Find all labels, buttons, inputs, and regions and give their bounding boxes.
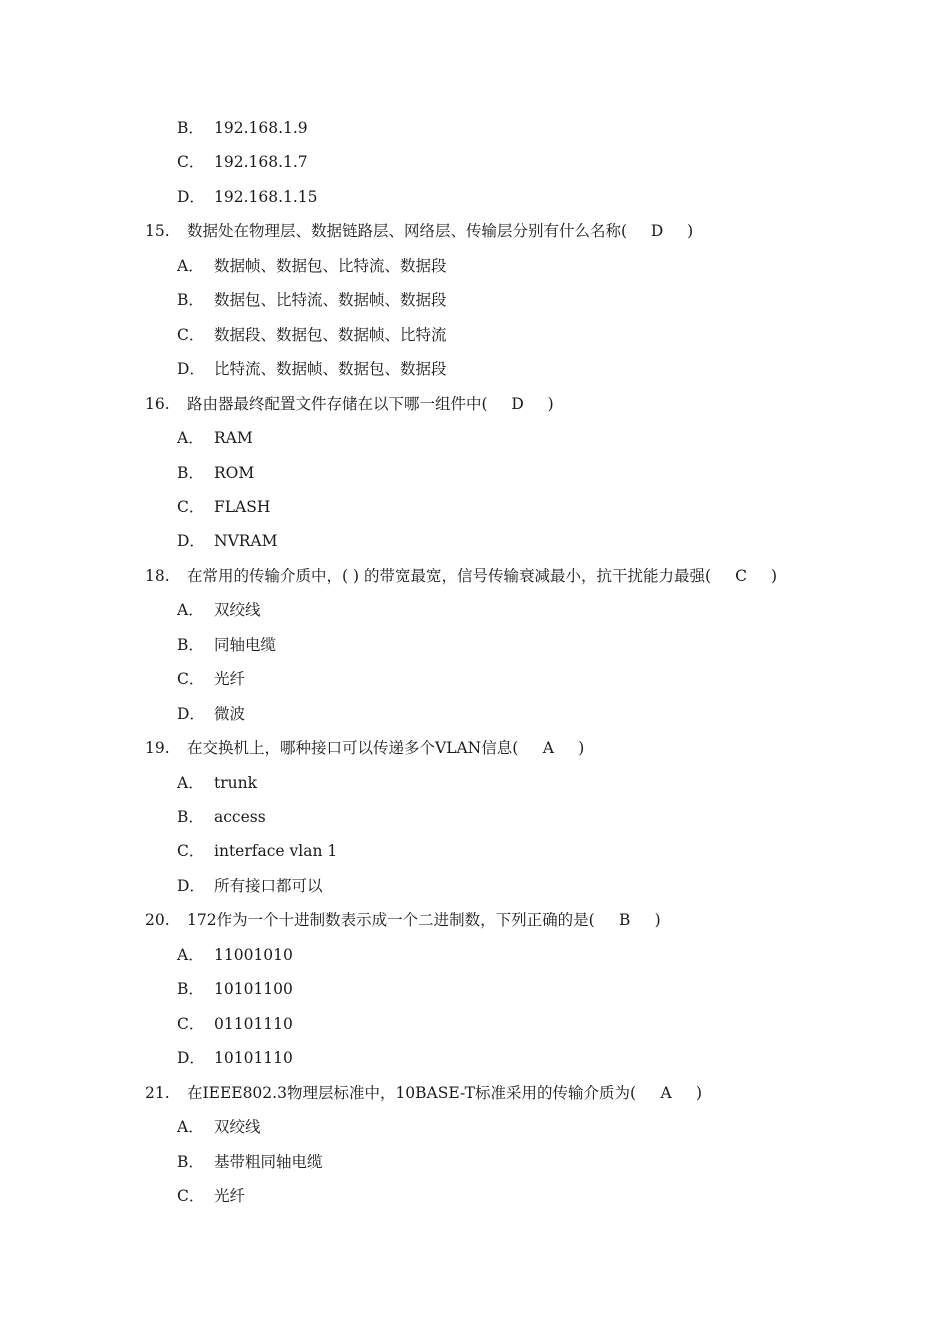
- option-label: D．: [177, 532, 205, 551]
- question-close-paren: ): [696, 1083, 703, 1102]
- option-text: 双绞线: [214, 601, 261, 620]
- option-label: C．: [177, 1014, 205, 1033]
- option-line: [177, 834, 337, 869]
- option-line: [177, 869, 323, 904]
- question-answer: B: [618, 911, 631, 930]
- option-label: A．: [177, 429, 204, 448]
- option-text: ROM: [214, 463, 255, 482]
- option-text: 微波: [214, 704, 246, 723]
- question-answer: D: [511, 394, 524, 413]
- option-label: B．: [177, 291, 204, 310]
- option-line: [177, 180, 318, 215]
- question-text: 数据处在物理层、数据链路层、网络层、传输层分别有什么名称(: [187, 222, 628, 241]
- option-label: B．: [177, 1152, 204, 1171]
- option-line: [177, 800, 266, 835]
- option-line: [177, 352, 447, 387]
- question-text: 在IEEE802.3物理层标准中，10BASE-T标准采用的传输介质为(: [187, 1083, 637, 1102]
- option-label: C．: [177, 670, 205, 689]
- question-text: 路由器最终配置文件存储在以下哪一组件中(: [187, 394, 488, 413]
- option-label: C．: [177, 325, 205, 344]
- question-close-paren: ): [654, 911, 661, 930]
- question-line: [145, 214, 693, 249]
- option-text: 192.168.1.7: [214, 153, 308, 172]
- option-label: C．: [177, 1186, 205, 1205]
- question-number: 18.: [145, 566, 170, 585]
- option-label: C．: [177, 842, 205, 861]
- option-line: [177, 1145, 323, 1180]
- option-line: [177, 524, 278, 559]
- option-line: [177, 972, 293, 1007]
- option-label: A．: [177, 773, 204, 792]
- option-line: [177, 1179, 245, 1214]
- option-text: FLASH: [214, 497, 271, 516]
- question-line: [145, 387, 554, 422]
- option-line: [177, 938, 293, 973]
- option-label: A．: [177, 1118, 204, 1137]
- question-line: [145, 731, 584, 766]
- option-text: 192.168.1.9: [214, 119, 308, 137]
- option-text: 基带粗同轴电缆: [214, 1152, 323, 1171]
- option-line: [177, 1041, 293, 1076]
- question-close-paren: ): [687, 222, 694, 241]
- option-text: interface vlan 1: [214, 842, 338, 861]
- question-answer: D: [650, 222, 664, 241]
- option-line: [177, 628, 276, 663]
- option-label: C．: [177, 153, 205, 172]
- option-label: B．: [177, 463, 204, 482]
- option-text: NVRAM: [214, 532, 278, 551]
- option-line: [177, 421, 253, 456]
- question-close-paren: ): [578, 739, 585, 758]
- option-label: A．: [177, 256, 204, 275]
- question-line: [145, 559, 777, 594]
- option-label: A．: [177, 601, 204, 620]
- option-text: 光纤: [214, 1186, 246, 1205]
- option-line: [177, 697, 245, 732]
- option-text: 数据段、数据包、数据帧、比特流: [214, 325, 447, 344]
- option-text: 10101110: [214, 1049, 293, 1068]
- question-answer: A: [542, 739, 554, 758]
- option-text: 数据帧、数据包、比特流、数据段: [214, 256, 447, 275]
- option-line: [177, 766, 257, 801]
- question-close-paren: ): [547, 394, 554, 413]
- option-line: [177, 456, 254, 491]
- option-label: D．: [177, 876, 205, 895]
- question-number: 19.: [145, 739, 170, 758]
- option-label: C．: [177, 497, 205, 516]
- option-text: RAM: [214, 429, 253, 448]
- option-label: D．: [177, 360, 205, 379]
- option-text: 光纤: [214, 670, 246, 689]
- question-number: 20.: [145, 911, 170, 930]
- option-line: [177, 318, 447, 353]
- option-text: 10101100: [214, 980, 293, 999]
- option-text: access: [214, 808, 266, 826]
- option-label: A．: [177, 945, 204, 964]
- option-label: B．: [177, 635, 204, 654]
- question-answer: A: [660, 1083, 672, 1102]
- option-text: 双绞线: [214, 1118, 261, 1137]
- question-number: 15.: [145, 222, 170, 241]
- option-label: D．: [177, 187, 205, 206]
- option-text: 01101110: [214, 1014, 293, 1033]
- option-label: B．: [177, 980, 204, 999]
- option-text: 数据包、比特流、数据帧、数据段: [214, 291, 447, 310]
- option-line: [177, 593, 261, 628]
- option-line: [177, 283, 447, 318]
- option-label: D．: [177, 1049, 205, 1068]
- option-text: 同轴电缆: [214, 635, 277, 654]
- question-number: 21.: [145, 1083, 170, 1102]
- option-text: 比特流、数据帧、数据包、数据段: [214, 360, 447, 379]
- option-line: [177, 1007, 293, 1042]
- option-line: [177, 145, 308, 180]
- question-number: 16.: [145, 394, 170, 413]
- question-line: [145, 903, 661, 938]
- option-text: 192.168.1.15: [214, 187, 318, 206]
- question-close-paren: ): [771, 566, 778, 585]
- option-line: [177, 490, 270, 525]
- option-line: [177, 662, 245, 697]
- option-label: B．: [177, 808, 204, 826]
- question-text: 在交换机上，哪种接口可以传递多个VLAN信息(: [187, 739, 519, 758]
- option-line: [177, 1110, 261, 1145]
- option-label: B．: [177, 119, 204, 137]
- question-answer: C: [735, 566, 747, 585]
- question-text: 172作为一个十进制数表示成一个二进制数，下列正确的是(: [187, 911, 595, 930]
- option-line: [177, 249, 447, 284]
- question-text: 在常用的传输介质中，( ) 的带宽最宽，信号传输衰减最小，抗干扰能力最强(: [187, 566, 711, 585]
- option-line: [177, 111, 308, 146]
- option-text: trunk: [214, 773, 257, 792]
- option-text: 所有接口都可以: [214, 876, 323, 895]
- option-text: 11001010: [214, 945, 293, 964]
- option-label: D．: [177, 704, 205, 723]
- question-line: [145, 1076, 702, 1111]
